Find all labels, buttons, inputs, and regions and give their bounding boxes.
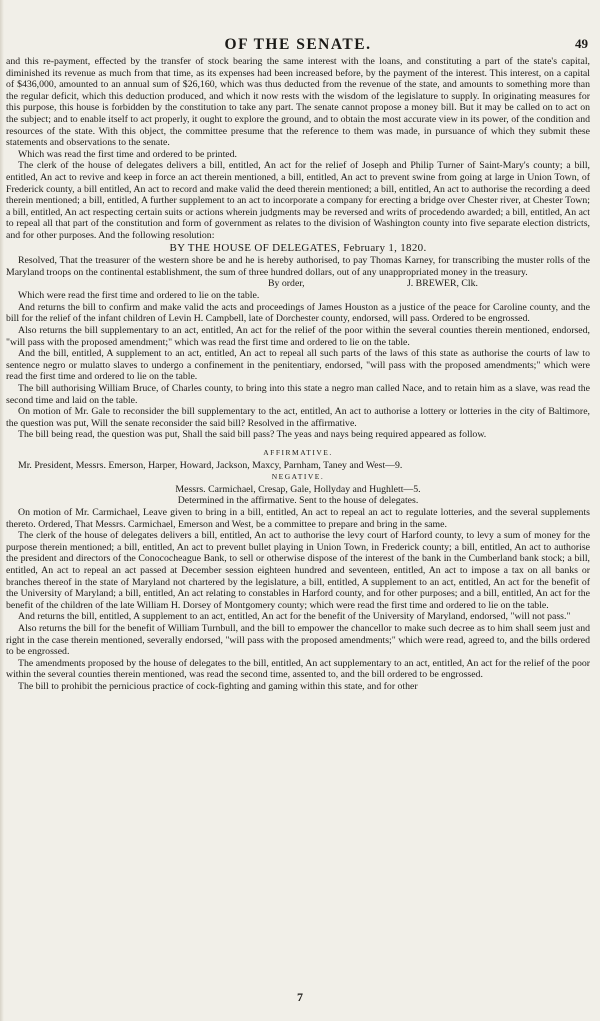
clerk-signature: J. BREWER, Clk.: [406, 278, 478, 290]
paragraph: On motion of Mr. Gale to reconsider the bill supplementary to the act, entitled, An act to authorise a lottery or lotteries in the city of Baltimore, the question was put, Will the senate reconsider the said bill? Resolved in the affirmative.: [6, 406, 590, 429]
paragraph: and this re-payment, effected by the transfer of stock bearing the same interest with the loans, and constituting a part of the state's capital, diminished its revenue as much from that time, as its expenses had been increased before, by the payment of the interest. This interest, on a capital of $436,000, amounted to an annual sum of $26,160, which was thus deducted from the revenue of the state, and amounts to something more than the regular deficit, which this deduction produced, and which it now rests with the wisdom of the legislature to supply. In originating measures for this purpose, this house is forbidden by the constitution to take any part. The senate cannot propose a money bill. But it may be called on to act on the subject; and to enable itself to act properly, it ought to explore the ground, and to obtain the most accurate view in its power, of the condition and resources of the state. With this object, the committee presume that the reference to them was made, in pursuance of which they submit these statements and observations to the senate.: [6, 56, 590, 149]
paragraph: And returns the bill to confirm and make valid the acts and proceedings of James Houston as a justice of the peace for Caroline county, and the bill for the relief of the infant children of Levin H. Campbell, late of Dorchester county, endorsed, will pass. Ordered to be engrossed.: [6, 301, 590, 325]
paragraph: And the bill, entitled, A supplement to an act, entitled, An act to repeal all such parts of the laws of this state as authorise the courts of law to sentence negro or mulatto slaves to undergo a confinement in the penitentiary, endorsed, "will pass with the proposed amendments;" which were read the first time and ordered to lie on the table.: [6, 348, 590, 383]
paragraph: The amendments proposed by the house of delegates to the bill, entitled, An act supplementary to an act, entitled, An act for the relief of the poor within the several counties therein mentioned, was read the second time, assented to, and the bill ordered to be engrossed.: [6, 657, 590, 681]
paragraph: The bill authorising William Bruce, of Charles county, to bring into this state a negro man called Nace, and to retain him as a slave, was read the second time and laid on the table.: [6, 383, 590, 406]
paragraph: Which were read the first time and ordered to lie on the table.: [18, 290, 260, 302]
resolution-text: Resolved, That the treasurer of the western shore be and he is hereby authorised, to pay Thomas Karney, for transcribing the muster rolls of the Maryland troops on the continental establishment, the sum of three hundred dollars, out of any unappropriated money in the treasury.: [6, 255, 590, 278]
journal-text: [6, 56, 590, 692]
affirmative-votes: Mr. President, Messrs. Emerson, Harper, Howard, Jackson, Maxcy, Parnham, Taney and West—9.: [18, 459, 403, 471]
page-header: [6, 32, 590, 56]
resolution-heading: BY THE HOUSE OF DELEGATES, February 1, 1820.: [169, 241, 427, 254]
paragraph: Also returns the bill for the benefit of William Turnbull, and the bill to empower the chancellor to make such decree as to him shall seem just and right in the case therein mentioned, severally endorsed, "will pass with the proposed amendments;" which were read, agreed to, and the bills ordered to be engrossed.: [6, 622, 590, 658]
paragraph: On motion of Mr. Carmichael, Leave given to bring in a bill, entitled, An act to repeal an act to regulate lotteries, and the several supplements thereto. Ordered, That Messrs. Carmichael, Emerson and West, be a committee to prepare and bring in the same.: [6, 506, 590, 530]
paragraph: The clerk of the house of delegates delivers a bill, entitled, An act for the relief of Joseph and Philip Turner of Saint-Mary's county; a bill, entitled, An act to revive and keep in force an act therein mentioned, a bill, entitled, An act to prevent swine from going at large in Union Town, of Frederick county, a bill entitled, An act to record and make valid the deed therein mentioned; a bill, entitled, An act to authorise the recording a deed therein mentioned; a bill, entitled, A further supplement to an act to incorporate a company for erecting a bridge over Chester river, at Chester Town; a bill, entitled, An act respecting certain suits or actions wherein judgments may be reversed and writs of procedendo awarded; a bill, entitled, An act to repeal all that part of the constitution and form of government as relates to the division of Washington county into five separate election districts, and for other purposes. And the following resolution:: [6, 160, 590, 241]
page-number: 49: [575, 36, 588, 51]
running-head: OF THE SENATE.: [224, 36, 372, 53]
paragraph: The bill to prohibit the pernicious practice of cock-fighting and gaming within this state, and for other: [18, 680, 418, 692]
paragraph: Also returns the bill supplementary to an act, entitled, An act for the relief of the poor within the several counties therein mentioned, endorsed, "will pass with the proposed amendment;" which was read the first time and ordered to lie on the table.: [6, 325, 590, 348]
vote-result: Determined in the affirmative. Sent to the house of delegates.: [177, 495, 419, 507]
paragraph: And returns the bill, entitled, A supplement to an act, entitled, An act for the benefit of the University of Maryland, endorsed, "will not pass.": [18, 611, 571, 623]
affirmative-label: AFFIRMATIVE.: [263, 448, 333, 457]
signature-mark: 7: [297, 990, 303, 1004]
paragraph: The clerk of the house of delegates delivers a bill, entitled, An act to authorise the levy court of Harford county, to levy a sum of money for the purpose therein mentioned; a bill, entitled, An act to prevent bullet playing in Union Town, in Frederick county; a bill, entitled, An act to authorise the president and directors of the Conococheague Bank, to sell or otherwise dispose of the interest of the bank in the Cumberland bank stock; a bill, entitled, An act to repeal an act passed at December session eighteen hundred and seventeen, entitled, An act to impose a tax on all banks or branches thereof in the state of Maryland not chartered by the legislature, a bill, entitled, A supplement to an act, entitled, An act for the benefit of the University of Maryland; a bill, entitled, An act relating to constables in Harford county, and for other purposes; and a bill, entitled, An act for the benefit of the children of the late William H. Dorsey of Montgomery county; which were read the first time and ordered to lie on the table.: [6, 530, 590, 611]
paragraph: Which was read the first time and ordered to be printed.: [18, 148, 237, 160]
order-line: [6, 278, 590, 290]
negative-label: NEGATIVE.: [271, 472, 325, 482]
by-order-label: By order,: [268, 278, 305, 290]
negative-votes: Messrs. Carmichael, Cresap, Gale, Hollyday and Hughlett—5.: [175, 483, 421, 495]
paragraph: The bill being read, the question was put, Shall the said bill pass? The yeas and nays being required appeared as follow.: [18, 429, 487, 441]
